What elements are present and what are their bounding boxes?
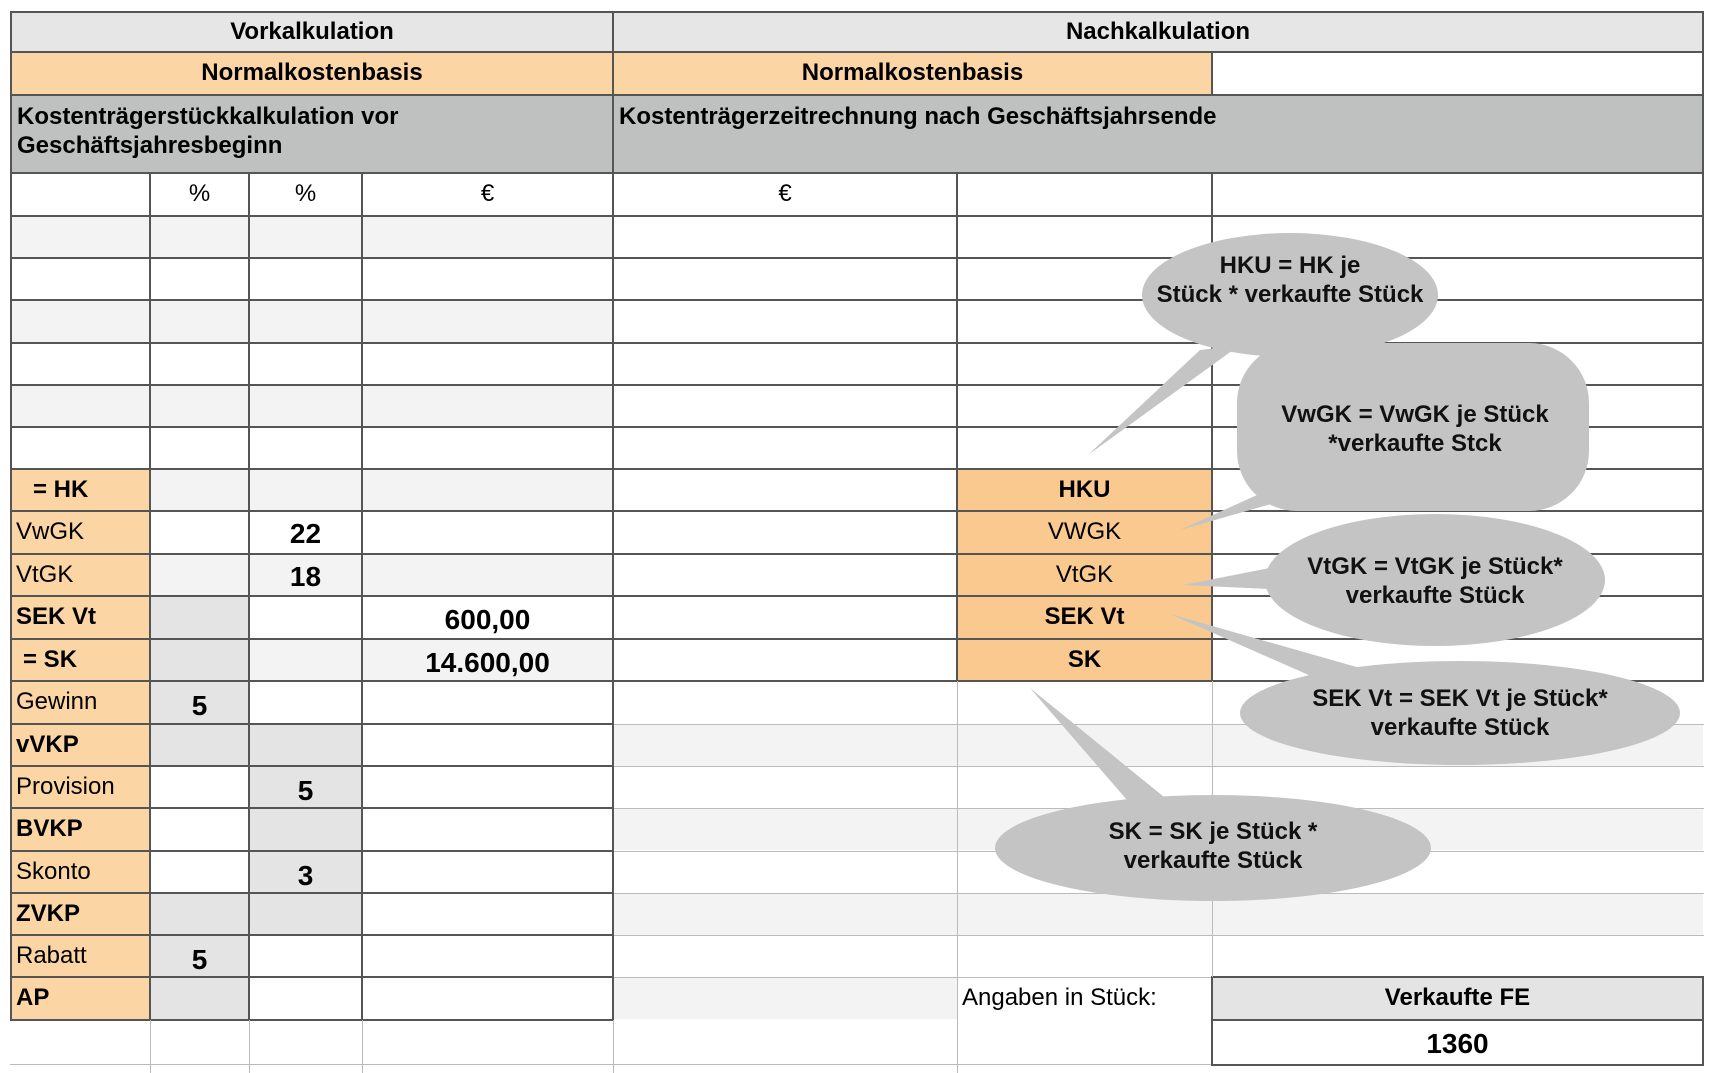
row-label-sek-vt: SEK Vt xyxy=(11,596,150,639)
callout-line: verkaufte Stück xyxy=(1345,581,1525,609)
angaben-label: Angaben in Stück: xyxy=(962,984,1157,1012)
callout-line: Stück * verkaufte Stück xyxy=(1156,280,1424,308)
right-label-hku: HKU xyxy=(957,469,1212,511)
callout-line: HKU = HK je xyxy=(1219,252,1361,279)
unit-percent-1: % xyxy=(188,180,211,208)
right-label-vtgk: VtGK xyxy=(957,554,1212,596)
unit-percent-2: % xyxy=(294,180,317,208)
verkaufte-fe-value[interactable]: 1360 xyxy=(1426,1028,1489,1060)
description-right: Kostenträgerzeitrechnung nach Geschäftsjahrsende xyxy=(613,95,1703,173)
value-provision-percent[interactable]: 5 xyxy=(297,775,314,807)
callout-sk-shape xyxy=(1030,688,1180,815)
value-gewinn-percent[interactable]: 5 xyxy=(191,690,208,722)
row-label-bvkp: BVKP xyxy=(11,808,150,851)
callout-line: SK = SK je Stück * xyxy=(1108,818,1318,845)
description-left: Kostenträgerstückkalkulation vor Geschäftsjahresbeginn xyxy=(11,95,613,173)
row-label-sk: = SK xyxy=(11,639,150,681)
value-rabatt-percent[interactable]: 5 xyxy=(191,944,208,976)
value-skonto-percent[interactable]: 3 xyxy=(297,860,314,892)
right-label-vwgk: VWGK xyxy=(957,511,1212,554)
callout-sek-vt-text xyxy=(1270,685,1650,743)
unit-euro-2: € xyxy=(778,180,792,208)
callout-line: verkaufte Stück xyxy=(1123,846,1303,874)
verkaufte-fe-label: Verkaufte FE xyxy=(1212,977,1703,1020)
right-label-sek-vt: SEK Vt xyxy=(957,596,1212,639)
value-sk-euro[interactable]: 14.600,00 xyxy=(425,647,550,679)
callout-line: *verkaufte Stck xyxy=(1328,429,1502,457)
callout-hku-text xyxy=(1145,252,1435,310)
row-label-provision: Provision xyxy=(11,766,150,808)
callout-vtgk-text xyxy=(1280,553,1590,611)
row-label-ap: AP xyxy=(11,977,150,1020)
callout-hku-shape xyxy=(1088,345,1240,455)
normalkostenbasis-left: Normalkostenbasis xyxy=(11,52,613,95)
row-label-hk: = HK xyxy=(11,469,150,511)
unit-euro-1: € xyxy=(480,180,495,208)
row-label-vwgk: VwGK xyxy=(11,511,150,554)
row-label-vtgk: VtGK xyxy=(11,554,150,596)
row-label-zvkp: ZVKP xyxy=(11,893,150,935)
row-label-rabatt: Rabatt xyxy=(11,935,150,977)
callout-line: VtGK = VtGK je Stück* xyxy=(1307,553,1563,580)
value-sek-vt-euro[interactable]: 600,00 xyxy=(444,604,531,636)
row-label-gewinn: Gewinn xyxy=(11,681,150,724)
row-label-skonto: Skonto xyxy=(11,851,150,893)
callout-line: VwGK = VwGK je Stück xyxy=(1281,401,1549,428)
callout-line: SEK Vt = SEK Vt je Stück* xyxy=(1312,685,1608,712)
row-label-vvkp: vVKP xyxy=(11,724,150,766)
callout-line: verkaufte Stück xyxy=(1370,713,1550,741)
vorkalkulation-header: Vorkalkulation xyxy=(11,12,613,52)
right-label-sk: SK xyxy=(957,639,1212,681)
normalkostenbasis-right: Normalkostenbasis xyxy=(613,52,1212,95)
callout-sk-text xyxy=(1048,818,1378,876)
nachkalkulation-header: Nachkalkulation xyxy=(613,12,1703,52)
value-vtgk-percent[interactable]: 18 xyxy=(289,561,322,593)
value-vwgk-percent[interactable]: 22 xyxy=(289,518,322,550)
callout-vwgk-text xyxy=(1255,401,1575,459)
